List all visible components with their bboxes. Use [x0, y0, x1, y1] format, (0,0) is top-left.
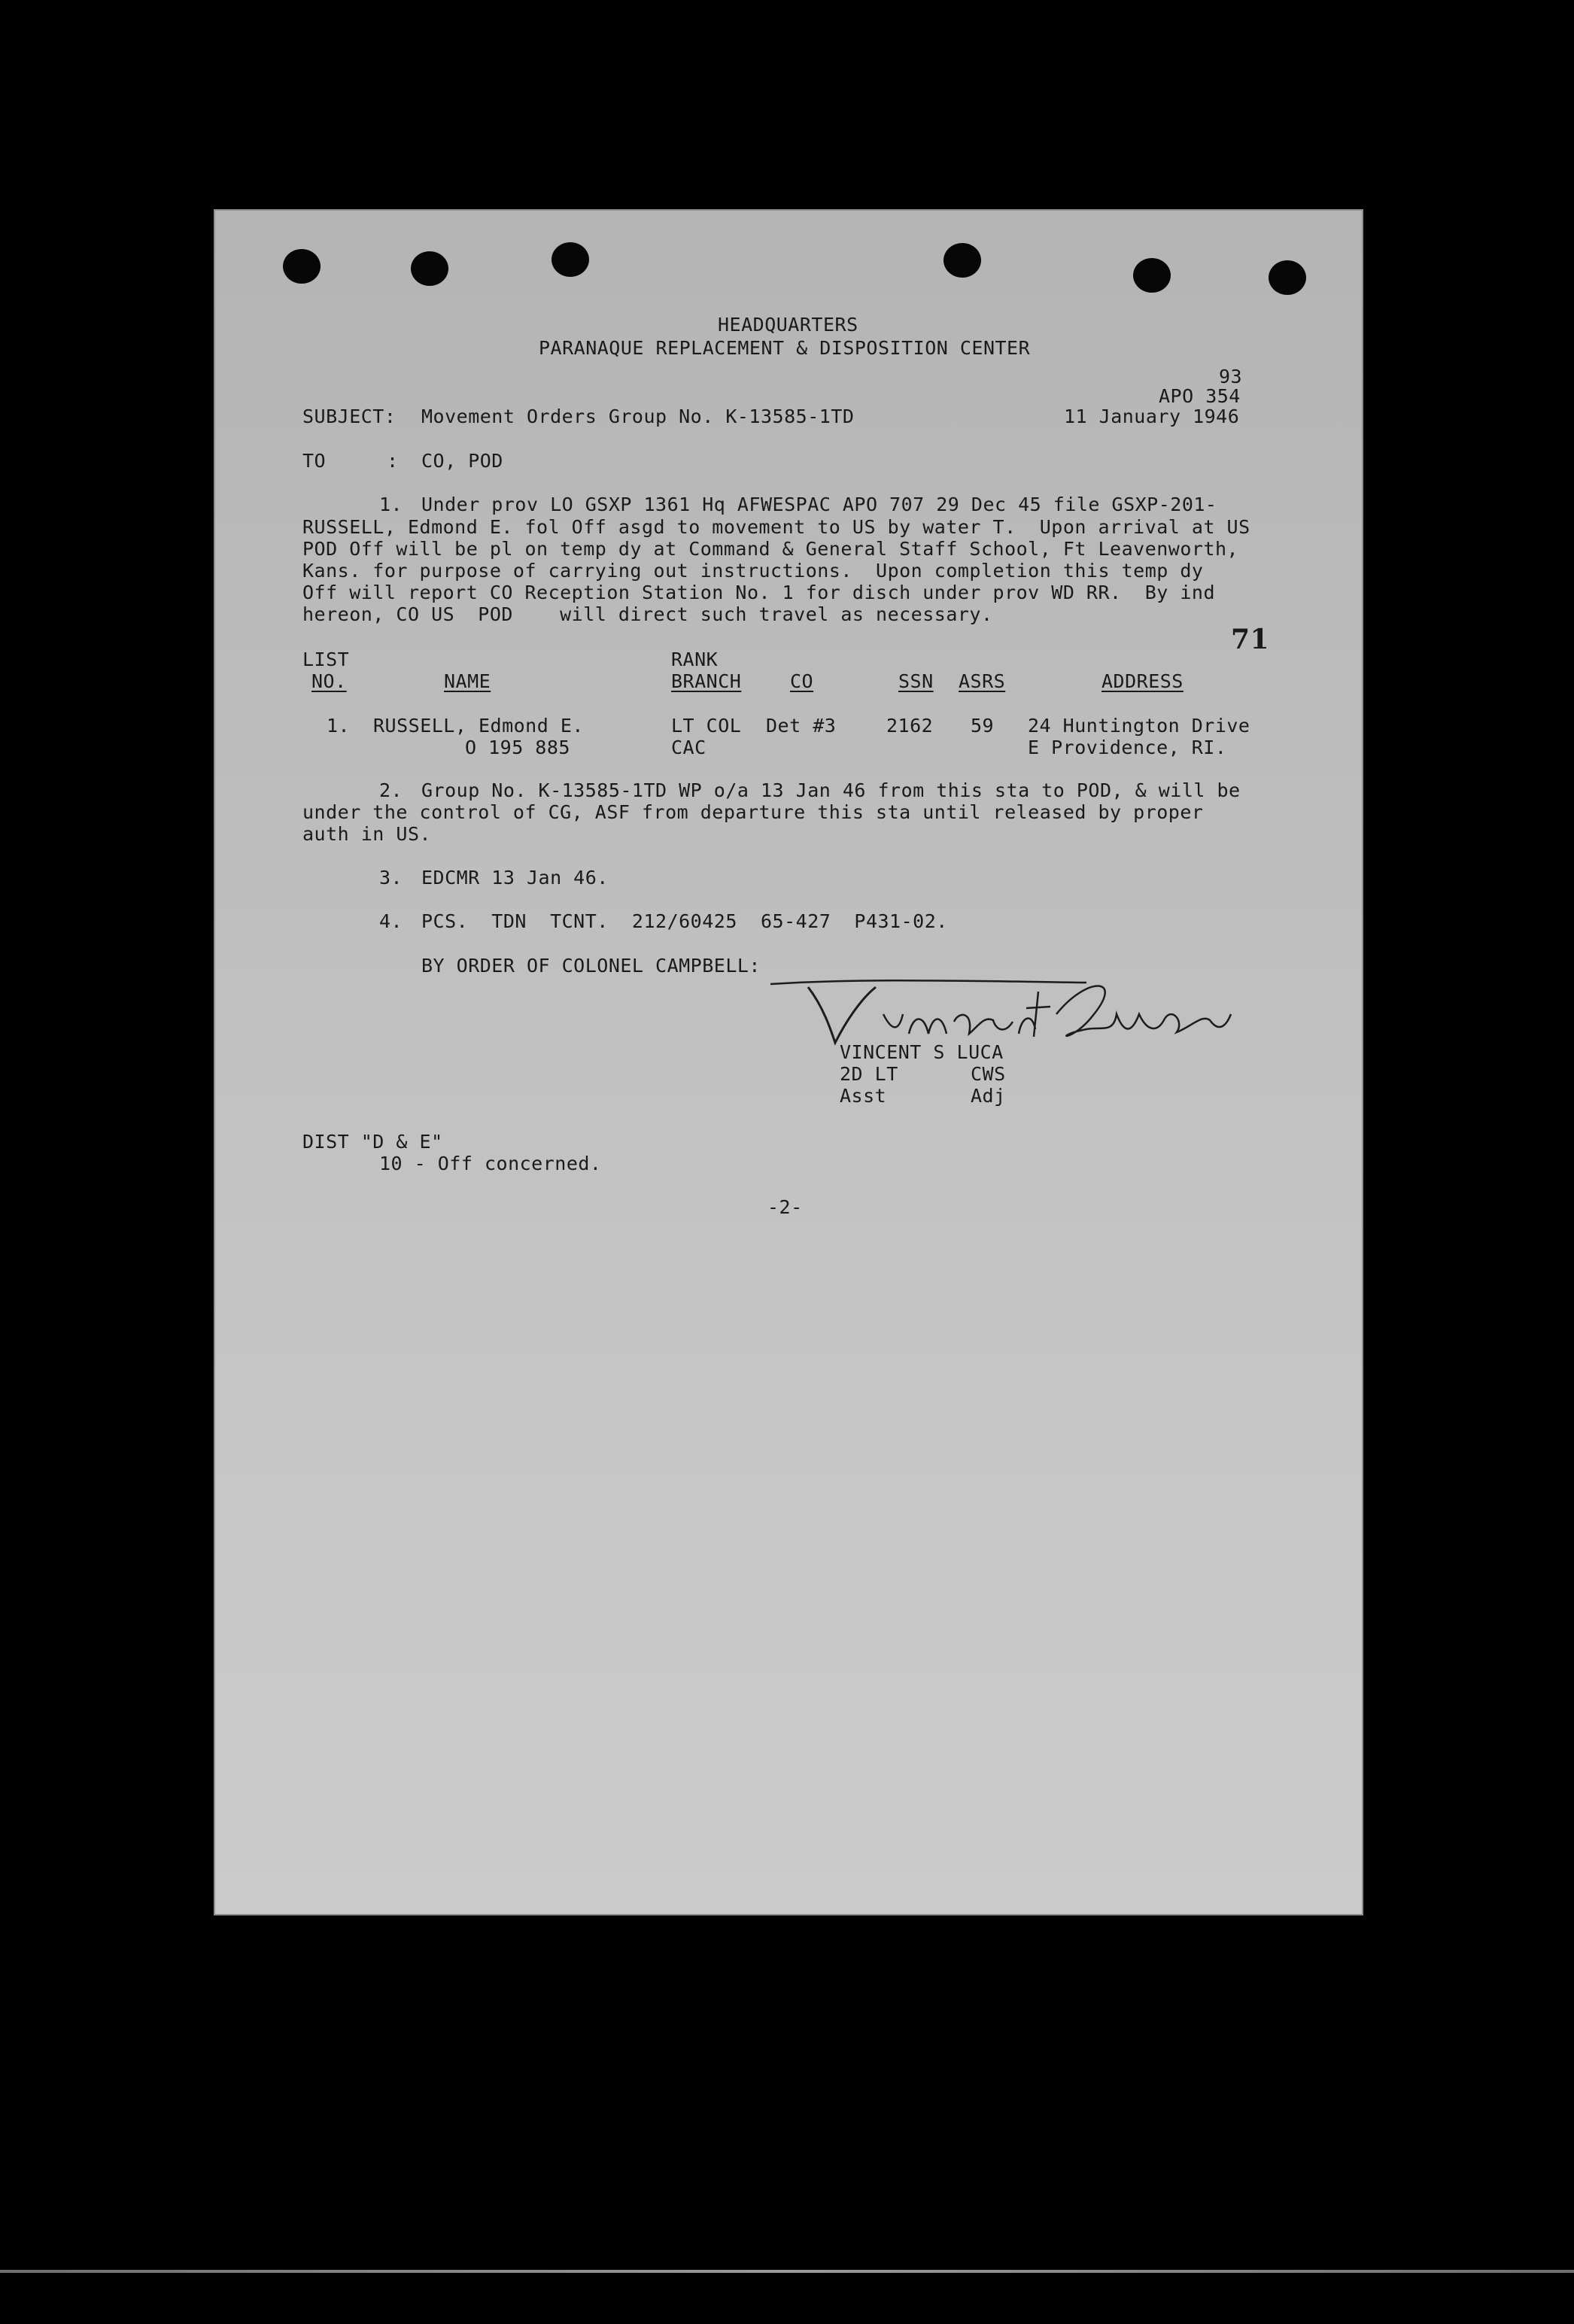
to-text: CO, POD: [421, 450, 503, 472]
para1-line: Kans. for purpose of carrying out instructions. Upon completion this temp dy: [302, 560, 1204, 582]
row-branch: CAC: [671, 737, 706, 758]
apo-number: APO 354: [1159, 385, 1241, 407]
signer-title-2: Adj: [971, 1085, 1006, 1107]
punch-hole: [411, 251, 448, 286]
page-number-bottom: -2-: [767, 1196, 803, 1218]
page-number-top: 93: [1219, 366, 1243, 387]
to-colon: :: [387, 450, 399, 472]
to-label: TO: [302, 450, 327, 472]
punch-hole: [552, 242, 589, 277]
col-header-no: NO.: [311, 670, 347, 692]
para2-line: under the control of CG, ASF from departure this sta until released by proper: [302, 801, 1204, 823]
document-page: [214, 209, 1363, 1915]
para1-line: RUSSELL, Edmond E. fol Off asgd to movement to US by water T. Upon arrival at US: [302, 516, 1250, 538]
scan-edge-line: [0, 2270, 1574, 2273]
distribution-line-1: DIST "D & E": [302, 1131, 443, 1153]
row-address-2: E Providence, RI.: [1028, 737, 1227, 758]
distribution-line-2: 10 - Off concerned.: [379, 1153, 602, 1174]
punch-hole: [1133, 258, 1171, 293]
col-header-asrs: ASRS: [959, 670, 1006, 692]
col-header-branch: BRANCH: [671, 670, 742, 692]
col-header-rank: RANK: [671, 649, 719, 670]
para1-number: 1.: [379, 494, 403, 515]
para2-line: auth in US.: [302, 823, 432, 845]
para4-text: PCS. TDN TCNT. 212/60425 65-427 P431-02.: [421, 910, 948, 932]
para1-line: POD Off will be pl on temp dy at Command & General Staff School, Ft Leavenworth,: [302, 538, 1239, 560]
row-asrs: 59: [971, 715, 995, 737]
para3-number: 3.: [379, 867, 403, 889]
subject-text: Movement Orders Group No. K-13585-1TD: [421, 406, 855, 427]
signer-rank: 2D LT: [840, 1063, 898, 1085]
header-line-2: PARANAQUE REPLACEMENT & DISPOSITION CENTER: [539, 337, 1031, 359]
row-serial: O 195 885: [465, 737, 570, 758]
para4-number: 4.: [379, 910, 403, 932]
row-co: Det #3: [766, 715, 837, 737]
row-list-no: 1.: [327, 715, 351, 737]
header-line-1: HEADQUARTERS: [718, 314, 858, 336]
document-date: 11 January 1946: [1064, 406, 1240, 427]
signer-branch: CWS: [971, 1063, 1006, 1085]
signer-title-1: Asst: [840, 1085, 887, 1107]
col-header-list: LIST: [302, 649, 350, 670]
para1-line: Under prov LO GSXP 1361 Hq AFWESPAC APO 707 29 Dec 45 file GSXP-201-: [421, 494, 1217, 515]
row-address-1: 24 Huntington Drive: [1028, 715, 1250, 737]
col-header-ssn: SSN: [898, 670, 934, 692]
para2-line: Group No. K-13585-1TD WP o/a 13 Jan 46 from this sta to POD, & will be: [421, 779, 1241, 801]
signer-name: VINCENT S LUCA: [840, 1041, 1004, 1063]
para2-number: 2.: [379, 779, 403, 801]
punch-hole: [283, 249, 321, 284]
row-rank: LT COL: [671, 715, 742, 737]
order-line: BY ORDER OF COLONEL CAMPBELL:: [421, 955, 761, 977]
margin-number: 71: [1231, 624, 1270, 655]
subject-label: SUBJECT:: [302, 406, 397, 427]
col-header-co: CO: [790, 670, 814, 692]
punch-hole: [1269, 260, 1306, 295]
row-ssn: 2162: [886, 715, 934, 737]
para1-line: hereon, CO US POD will direct such travel as necessary.: [302, 603, 993, 625]
handwritten-signature: [770, 961, 1252, 1052]
row-name: RUSSELL, Edmond E.: [373, 715, 584, 737]
punch-hole: [943, 243, 981, 278]
col-header-name: NAME: [444, 670, 491, 692]
para1-line: Off will report CO Reception Station No. 1 for disch under prov WD RR. By ind: [302, 582, 1215, 603]
col-header-address: ADDRESS: [1101, 670, 1184, 692]
para3-text: EDCMR 13 Jan 46.: [421, 867, 609, 889]
